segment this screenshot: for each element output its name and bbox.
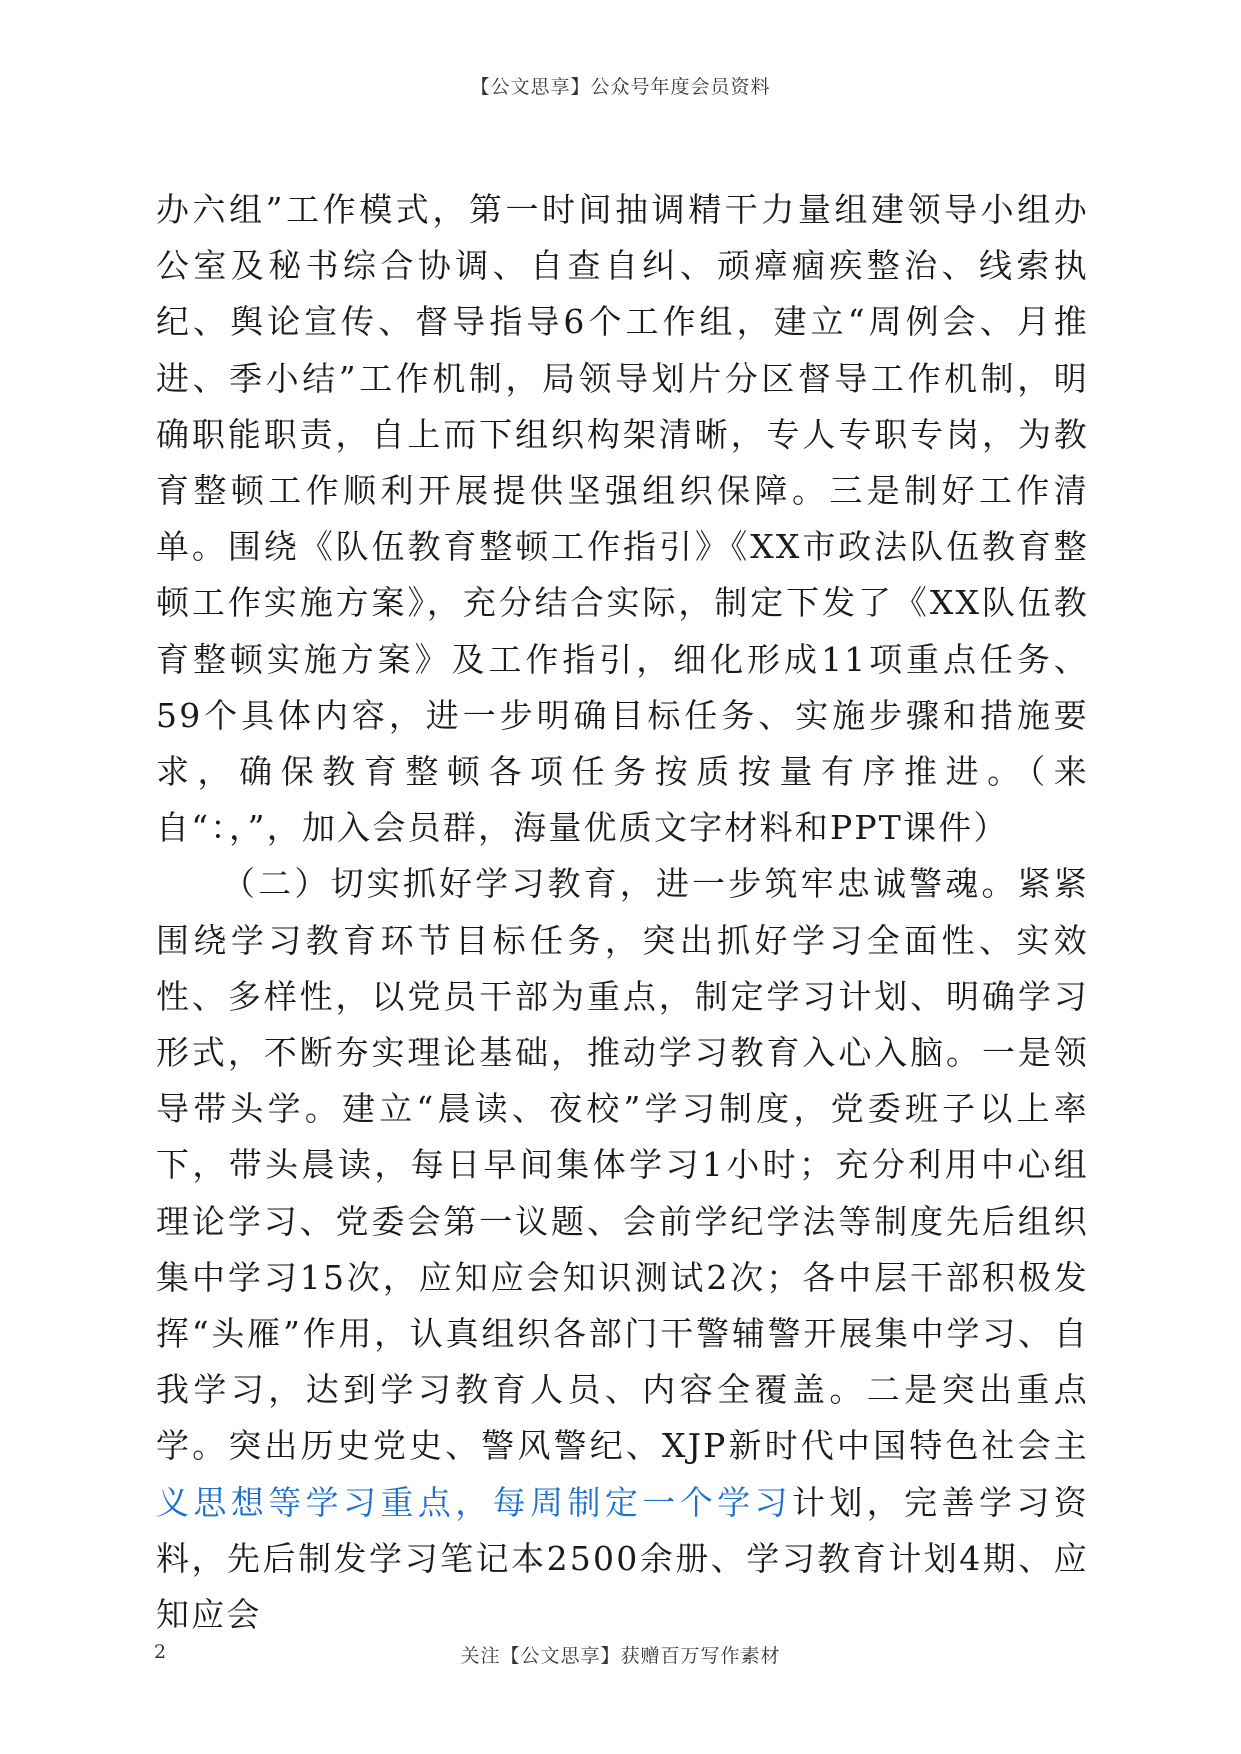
highlighted-text: 义思想等学习重点，每周制定一个学习 [156,1482,792,1522]
paragraph-2 [156,856,1089,1643]
paragraph-1: 办六组”工作模式，第一时间抽调精干力量组建领导小组办公室及秘书综合协调、自查自纠、顽瘴痼疾整治、线索执纪、舆论宣传、督导指导6个工作组，建立“周例会、月推进、季小结”工作机制，局领导划片分区督导工作机制，明确职能职责，自上而下组织构架清晰，专人专职专岗，为教育整顿工作顺利开展提供坚强组织保障。三是制好工作清单。围绕《队伍教育整顿工作指引》《XX市政法队伍教育整顿工作实施方案》，充分结合实际，制定下发了《XX队伍教育整顿实施方案》及工作指引，细化形成11项重点任务、59个具体内容，进一步明确目标任务、实施步骤和措施要求，确保教育整顿各项任务按质按量有序推进。（来自“：，”，加入会员群，海量优质文字材料和PPT课件） [156,190,1089,848]
paragraph-2-text-end: 计划，完善学习资料，先后制发学习笔记本2500余册、学习教育计划4期、应知应会 [156,1482,1089,1635]
page-number: 2 [154,1641,167,1663]
document-body [156,182,1089,1643]
page-footer: 关注【公文思享】获赠百万写作素材 [460,1645,781,1667]
paragraph-2-text-start: （二）切实抓好学习教育，进一步筑牢忠诚警魂。紧紧围绕学习教育环节目标任务，突出抓好学习全面性、实效性、多样性，以党员干部为重点，制定学习计划、明确学习形式，不断夯实理论基础，推动学习教育入心入脑。一是领导带头学。建立“晨读、夜校”学习制度，党委班子以上率下，带头晨读，每日早间集体学习1小时；充分利用中心组理论学习、党委会第一议题、会前学纪学法等制度先后组织集中学习15次，应知应会知识测试2次；各中层干部积极发挥“头雁”作用，认真组织各部门干警辅警开展集中学习、自我学习，达到学习教育人员、内容全覆盖。二是突出重点学。突出历史党史、警风警纪、XJP新时代中国特色社会主 [156,864,1089,1466]
page-header: 【公文思享】公众号年度会员资料 [470,76,771,98]
